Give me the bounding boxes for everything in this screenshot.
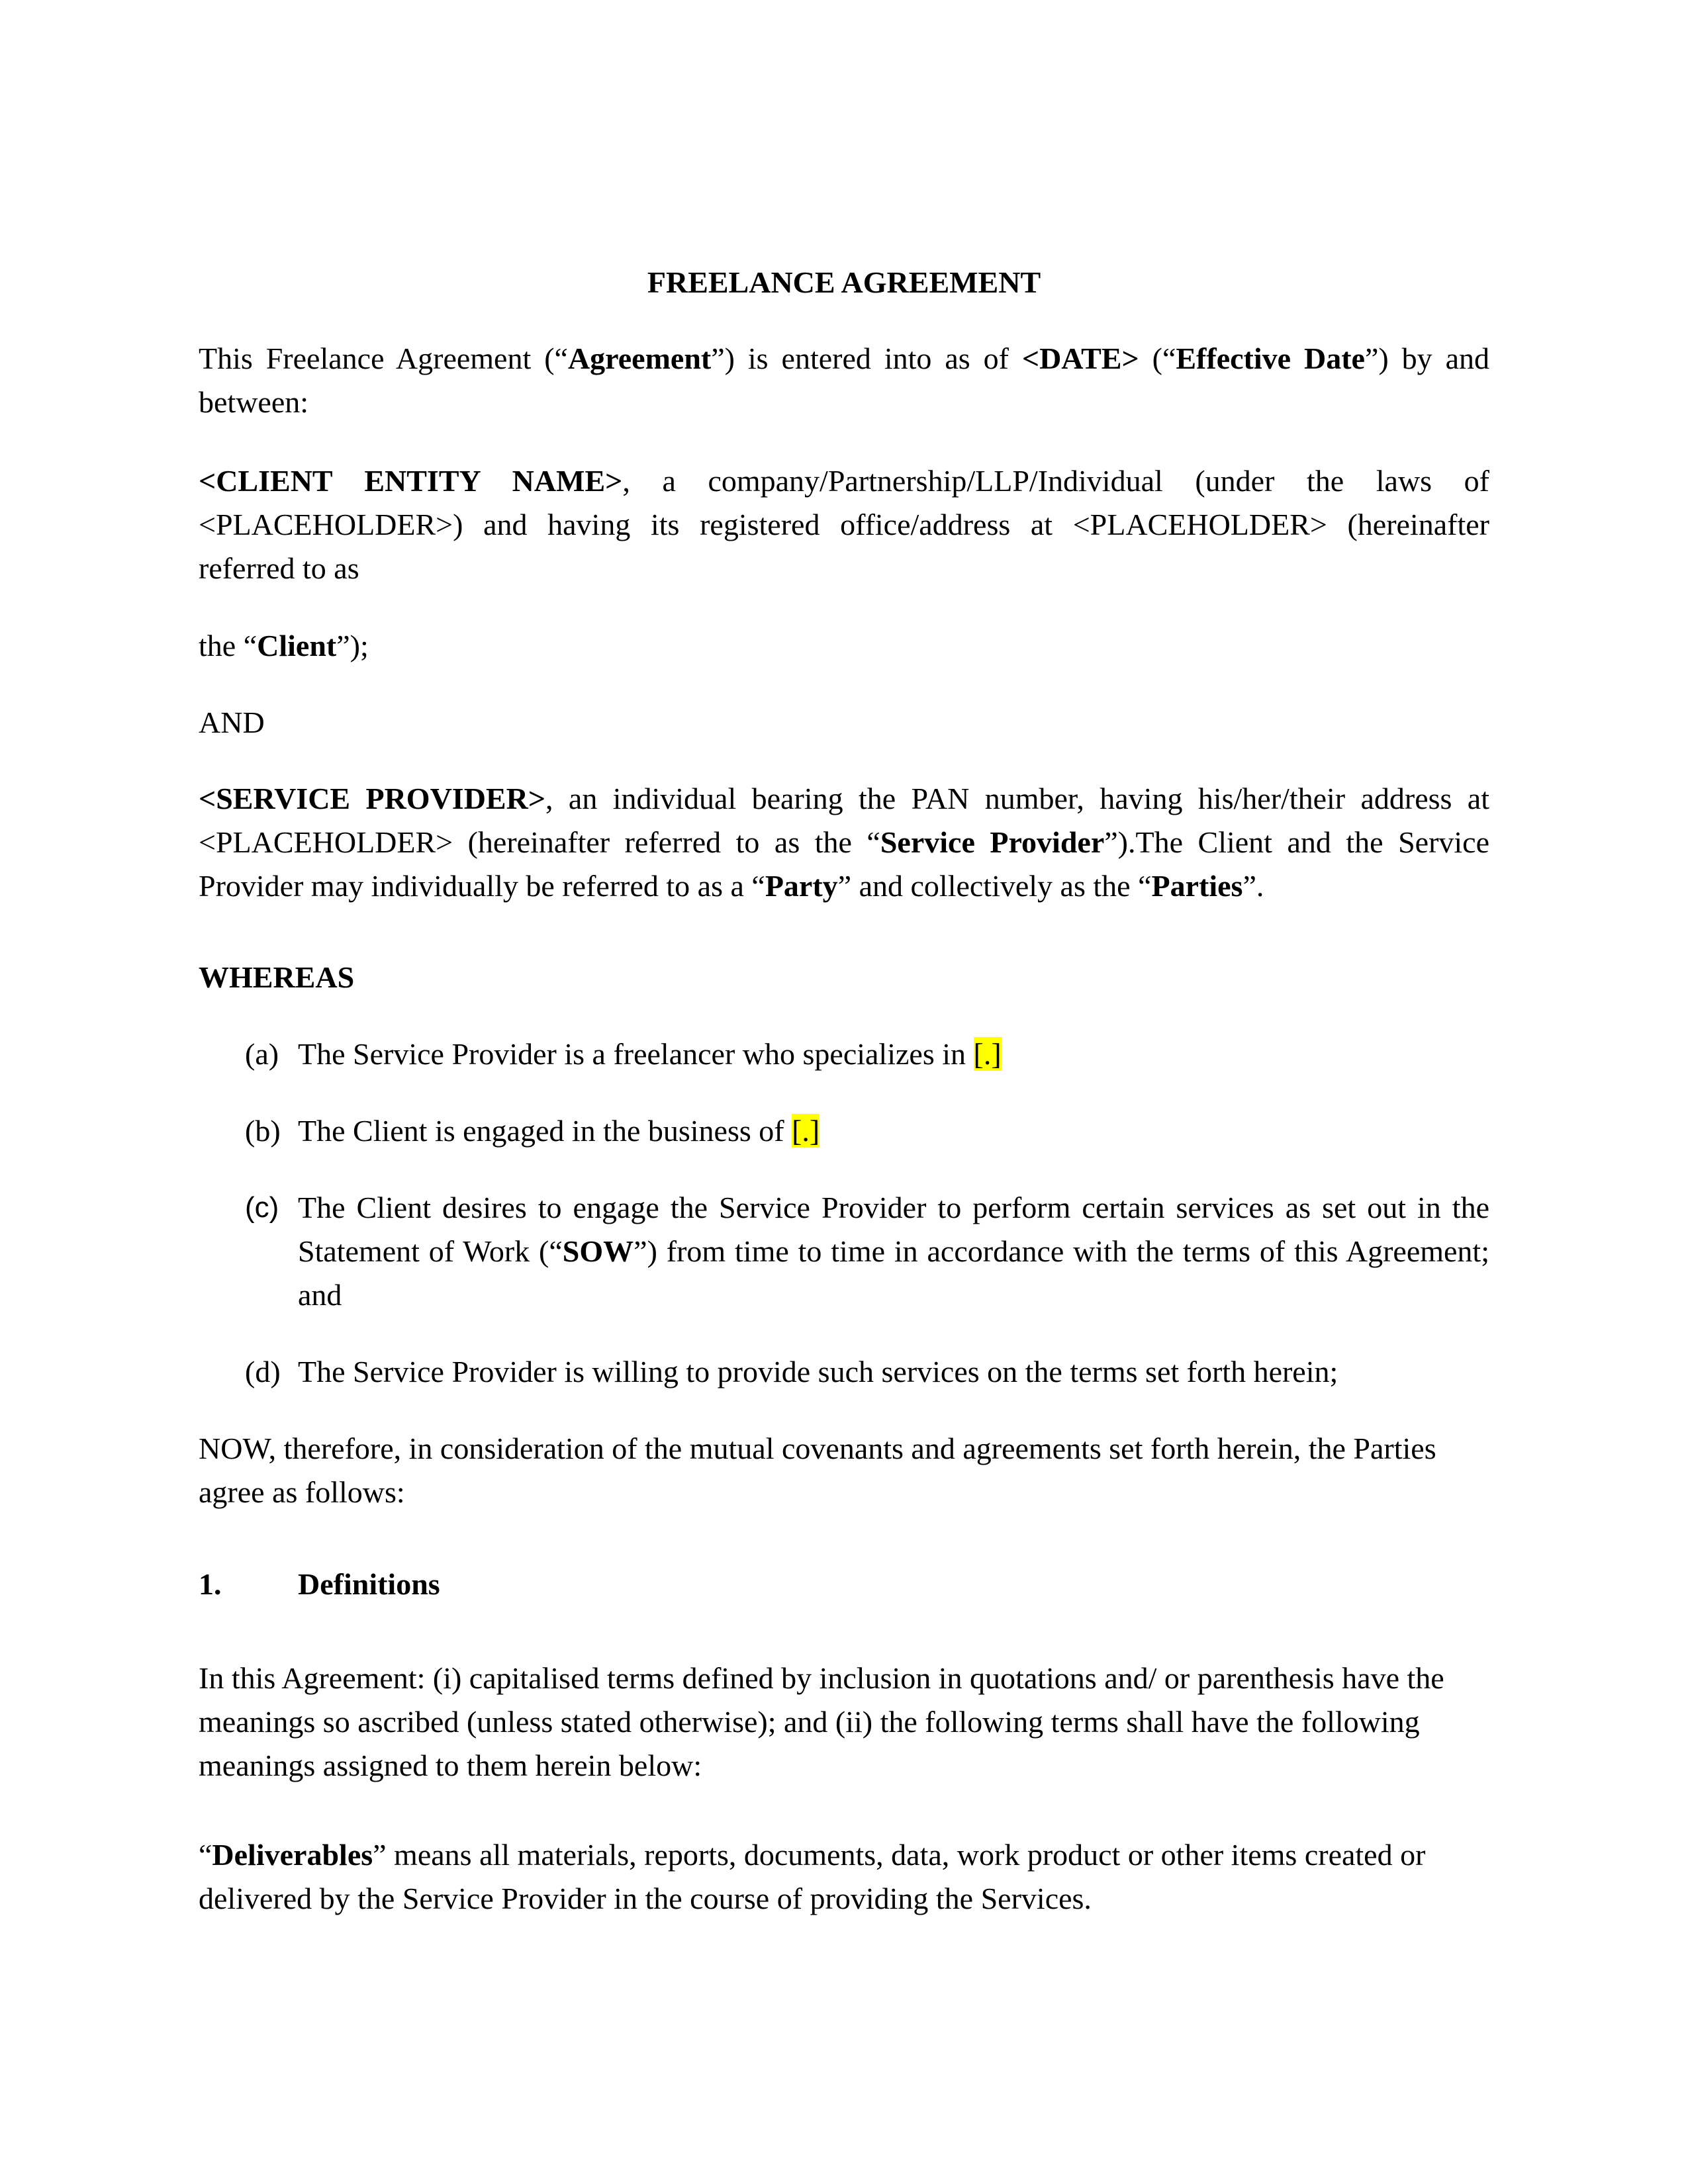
recital-a: (a) The Service Provider is a freelancer who specializes in [.] — [245, 1032, 1489, 1076]
whereas-heading: WHEREAS — [199, 960, 355, 994]
recital-label: (a) — [245, 1037, 279, 1071]
and-separator: AND — [199, 705, 265, 739]
recital-c: (c) The Client desires to engage the Service Provider to perform certain services as set out in the Statement of Work (“SOW”) from time to time in accordance with the terms of this Agreement; and — [245, 1186, 1489, 1317]
recital-b: (b) The Client is engaged in the business of [.] — [245, 1109, 1489, 1153]
now-therefore-paragraph: NOW, therefore, in consideration of the mutual covenants and agreements set forth herein, the Parties agree as follows: — [199, 1432, 1436, 1509]
highlighted-placeholder: [.] — [792, 1114, 820, 1148]
recital-label: (c) — [245, 1191, 279, 1224]
definition-deliverables: “Deliverables” means all materials, reports, documents, data, work product or other items created or delivered by the Service Provider in the course of providing the Services. — [199, 1838, 1426, 1915]
document-title: FREELANCE AGREEMENT — [647, 265, 1041, 299]
recital-label: (b) — [245, 1114, 281, 1148]
intro-paragraph: This Freelance Agreement (“Agreement”) is entered into as of <DATE> (“Effective Date”) by and between: — [199, 341, 1489, 419]
section-title: Definitions — [298, 1567, 440, 1601]
service-provider-paragraph: <SERVICE PROVIDER>, an individual bearing the PAN number, having his/her/their address at <PLACEHOLDER> (hereinafter referred to as the “Service Provider”).The Client and the Service Provider may individually be referred to as a “Party” and collectively as the “Parties”. — [199, 782, 1490, 903]
defined-term: Deliverables — [212, 1838, 373, 1872]
client-definition: the “Client”); — [199, 629, 369, 662]
recital-label: (d) — [245, 1355, 281, 1388]
recital-d: (d) The Service Provider is willing to provide such services on the terms set forth herein; — [245, 1350, 1489, 1394]
section-1-heading — [199, 1563, 1489, 1606]
highlighted-placeholder: [.] — [973, 1037, 1002, 1071]
section-number: 1. — [199, 1567, 222, 1601]
client-party-paragraph: <CLIENT ENTITY NAME>, a company/Partnership/LLP/Individual (under the laws of <PLACEHOLDER>) and having its registered office/address at <PLACEHOLDER> (hereinafter referred to as — [199, 464, 1489, 585]
definitions-intro-paragraph: In this Agreement: (i) capitalised terms defined by inclusion in quotations and/ or parenthesis have the meanings so ascribed (unless stated otherwise); and (ii) the following terms shall have the following meanings assigned to them herein below: — [199, 1661, 1444, 1782]
